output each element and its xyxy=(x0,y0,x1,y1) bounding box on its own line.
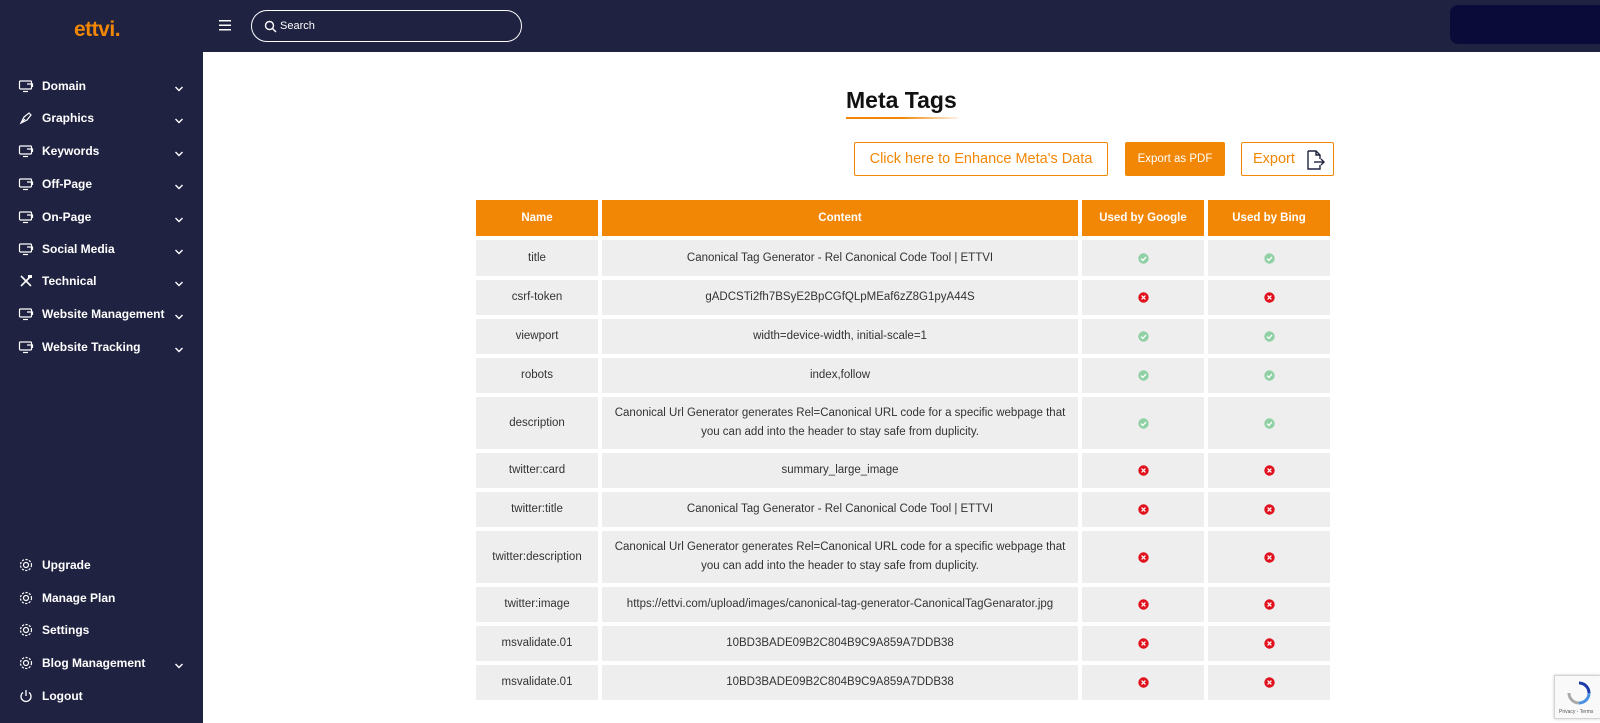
recaptcha-text: Privacy - Terms xyxy=(1559,709,1594,715)
x-circle-icon xyxy=(1264,464,1275,475)
x-circle-icon xyxy=(1138,291,1149,302)
header-used-by-bing: Used by Bing xyxy=(1208,200,1330,236)
cell-used-by-bing xyxy=(1208,492,1330,527)
x-circle-icon xyxy=(1264,676,1275,687)
cell-used-by-bing xyxy=(1208,665,1330,700)
sidebar-item-off-page[interactable] xyxy=(0,170,203,198)
cell-used-by-bing xyxy=(1208,453,1330,488)
cell-content: summary_large_image xyxy=(602,453,1078,488)
table-row xyxy=(476,665,1330,700)
cell-used-by-bing xyxy=(1208,397,1330,449)
table-row xyxy=(476,358,1330,393)
cell-used-by-google xyxy=(1082,531,1204,583)
cell-content: https://ettvi.com/upload/images/canonical-tag-generator-CanonicalTagGenarator.jpg xyxy=(602,587,1078,622)
table-header-row xyxy=(476,200,1330,236)
enhance-meta-button[interactable]: Click here to Enhance Meta's Data xyxy=(854,142,1108,176)
sidebar-item-technical[interactable] xyxy=(0,267,203,295)
x-circle-icon xyxy=(1138,676,1149,687)
sidebar-item-label: Website Management xyxy=(42,307,165,321)
cell-name: twitter:description xyxy=(476,531,598,583)
gear-icon xyxy=(18,655,34,671)
sidebar xyxy=(0,0,203,723)
table-row xyxy=(476,280,1330,315)
chevron-down-icon[interactable] xyxy=(174,212,184,222)
cell-content: Canonical Url Generator generates Rel=Canonical URL code for a specific webpage that you can add into the header to stay safe from duplicity. xyxy=(602,397,1078,449)
table-row xyxy=(476,626,1330,661)
search-icon xyxy=(264,20,277,33)
x-circle-icon xyxy=(1264,551,1275,562)
check-circle-icon xyxy=(1138,252,1149,263)
sidebar-item-label: Off-Page xyxy=(42,177,93,191)
monitor-icon xyxy=(18,78,34,94)
sidebar-item-settings[interactable] xyxy=(0,616,203,644)
header-used-by-google: Used by Google xyxy=(1082,200,1204,236)
recaptcha-icon xyxy=(1566,680,1592,706)
header-name: Name xyxy=(476,200,598,236)
check-circle-icon xyxy=(1138,369,1149,380)
cell-used-by-google xyxy=(1082,626,1204,661)
file-export-icon xyxy=(1304,149,1326,171)
chevron-down-icon[interactable] xyxy=(174,244,184,254)
sidebar-item-keywords[interactable] xyxy=(0,137,203,165)
chevron-down-icon[interactable] xyxy=(174,146,184,156)
export-button[interactable] xyxy=(1241,142,1334,176)
cell-name: msvalidate.01 xyxy=(476,665,598,700)
cell-used-by-google xyxy=(1082,319,1204,354)
user-profile-area[interactable] xyxy=(1450,5,1600,44)
cell-used-by-bing xyxy=(1208,240,1330,276)
check-circle-icon xyxy=(1264,252,1275,263)
cell-used-by-bing xyxy=(1208,626,1330,661)
cell-used-by-bing xyxy=(1208,358,1330,393)
table-row xyxy=(476,240,1330,276)
cell-name: twitter:image xyxy=(476,587,598,622)
x-circle-icon xyxy=(1138,637,1149,648)
gear-icon xyxy=(18,590,34,606)
header-content: Content xyxy=(602,200,1078,236)
app-logo[interactable]: ettvi. xyxy=(74,18,121,41)
sidebar-item-social-media[interactable] xyxy=(0,235,203,263)
cell-name: title xyxy=(476,240,598,276)
cell-name: csrf-token xyxy=(476,280,598,315)
cell-name: twitter:title xyxy=(476,492,598,527)
cell-content: Canonical Url Generator generates Rel=Canonical URL code for a specific webpage that you can add into the header to stay safe from duplicity. xyxy=(602,531,1078,583)
tools-icon xyxy=(18,273,34,289)
cell-used-by-google xyxy=(1082,492,1204,527)
x-circle-icon xyxy=(1138,464,1149,475)
chevron-down-icon[interactable] xyxy=(174,658,184,668)
hamburger-menu-icon[interactable] xyxy=(217,17,235,33)
cell-used-by-google xyxy=(1082,397,1204,449)
sidebar-item-label: Upgrade xyxy=(42,558,91,572)
sidebar-item-label: Blog Management xyxy=(42,656,146,670)
check-circle-icon xyxy=(1264,369,1275,380)
chevron-down-icon[interactable] xyxy=(174,276,184,286)
search-input[interactable] xyxy=(280,17,510,35)
x-circle-icon xyxy=(1264,637,1275,648)
cell-content: width=device-width, initial-scale=1 xyxy=(602,319,1078,354)
cell-name: msvalidate.01 xyxy=(476,626,598,661)
cell-used-by-google xyxy=(1082,240,1204,276)
x-circle-icon xyxy=(1138,551,1149,562)
sidebar-item-graphics[interactable] xyxy=(0,104,203,132)
cell-used-by-bing xyxy=(1208,531,1330,583)
gear-icon xyxy=(18,622,34,638)
sidebar-item-manage-plan[interactable] xyxy=(0,584,203,612)
check-circle-icon xyxy=(1138,330,1149,341)
monitor-icon xyxy=(18,241,34,257)
x-circle-icon xyxy=(1138,503,1149,514)
sidebar-item-label: Technical xyxy=(42,274,97,288)
meta-tags-table xyxy=(472,196,1334,704)
cell-content: Canonical Tag Generator - Rel Canonical Code Tool | ETTVI xyxy=(602,240,1078,276)
cell-name: description xyxy=(476,397,598,449)
power-icon xyxy=(18,688,34,704)
cell-used-by-bing xyxy=(1208,587,1330,622)
sidebar-item-website-management[interactable] xyxy=(0,300,203,328)
title-underline xyxy=(846,117,958,119)
sidebar-item-label: Keywords xyxy=(42,144,100,158)
monitor-icon xyxy=(18,306,34,322)
export-pdf-button[interactable]: Export as PDF xyxy=(1125,142,1225,176)
cell-used-by-google xyxy=(1082,587,1204,622)
chevron-down-icon[interactable] xyxy=(174,309,184,319)
sidebar-item-label: Manage Plan xyxy=(42,591,116,605)
x-circle-icon xyxy=(1264,291,1275,302)
check-circle-icon xyxy=(1138,417,1149,428)
sidebar-item-label: Graphics xyxy=(42,111,95,125)
chevron-down-icon[interactable] xyxy=(174,81,184,91)
monitor-icon xyxy=(18,209,34,225)
table-row xyxy=(476,319,1330,354)
sidebar-item-upgrade[interactable] xyxy=(0,551,203,579)
cell-content: gADCSTi2fh7BSyE2BpCGfQLpMEaf6zZ8G1pyA44S xyxy=(602,280,1078,315)
cell-used-by-google xyxy=(1082,453,1204,488)
sidebar-item-logout[interactable] xyxy=(0,682,203,710)
cell-used-by-google xyxy=(1082,280,1204,315)
x-circle-icon xyxy=(1138,598,1149,609)
cell-content: 10BD3BADE09B2C804B9C9A859A7DDB38 xyxy=(602,665,1078,700)
sidebar-item-website-tracking[interactable] xyxy=(0,333,203,361)
chevron-down-icon[interactable] xyxy=(174,342,184,352)
sidebar-item-label: Website Tracking xyxy=(42,340,141,354)
table-row xyxy=(476,492,1330,527)
sidebar-item-blog-management[interactable] xyxy=(0,649,203,677)
sidebar-item-domain[interactable] xyxy=(0,72,203,100)
table-row xyxy=(476,453,1330,488)
cell-used-by-google xyxy=(1082,358,1204,393)
page-title: Meta Tags xyxy=(846,87,957,113)
sidebar-item-label: Settings xyxy=(42,623,90,637)
x-circle-icon xyxy=(1264,598,1275,609)
gear-icon xyxy=(18,557,34,573)
sidebar-item-label: Social Media xyxy=(42,242,115,256)
export-button-label: Export xyxy=(1253,151,1295,167)
search-box xyxy=(251,10,522,42)
sidebar-item-label: Logout xyxy=(42,689,83,703)
cell-used-by-bing xyxy=(1208,319,1330,354)
monitor-icon xyxy=(18,143,34,159)
recaptcha-badge[interactable] xyxy=(1554,675,1600,719)
cell-used-by-bing xyxy=(1208,280,1330,315)
sidebar-item-label: Domain xyxy=(42,79,87,93)
cell-name: robots xyxy=(476,358,598,393)
monitor-icon xyxy=(18,176,34,192)
check-circle-icon xyxy=(1264,417,1275,428)
chevron-down-icon[interactable] xyxy=(174,113,184,123)
cell-used-by-google xyxy=(1082,665,1204,700)
x-circle-icon xyxy=(1264,503,1275,514)
cell-content: 10BD3BADE09B2C804B9C9A859A7DDB38 xyxy=(602,626,1078,661)
cell-content: index,follow xyxy=(602,358,1078,393)
chevron-down-icon[interactable] xyxy=(174,179,184,189)
check-circle-icon xyxy=(1264,330,1275,341)
table-row xyxy=(476,531,1330,583)
cell-name: viewport xyxy=(476,319,598,354)
sidebar-item-on-page[interactable] xyxy=(0,203,203,231)
pen-nib-icon xyxy=(18,110,34,126)
table-row xyxy=(476,587,1330,622)
sidebar-item-label: On-Page xyxy=(42,210,92,224)
monitor-icon xyxy=(18,339,34,355)
table-row xyxy=(476,397,1330,449)
cell-content: Canonical Tag Generator - Rel Canonical Code Tool | ETTVI xyxy=(602,492,1078,527)
cell-name: twitter:card xyxy=(476,453,598,488)
